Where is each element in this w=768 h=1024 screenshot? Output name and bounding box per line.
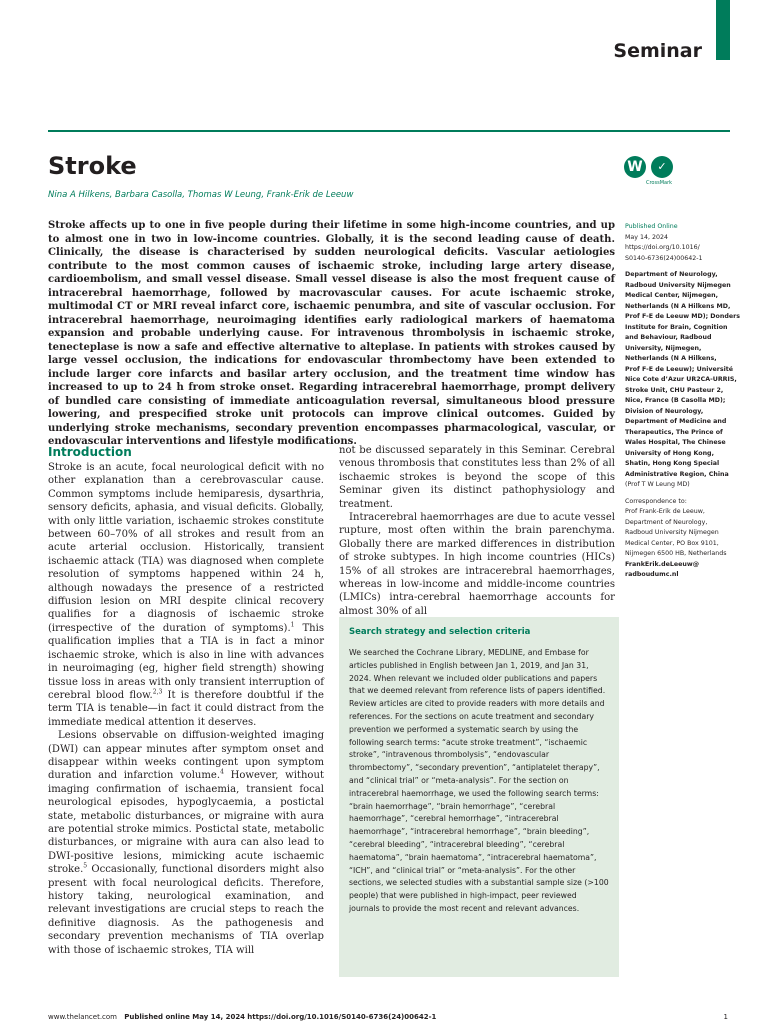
affiliation-line: Wales Hospital, The Chinese xyxy=(625,439,726,446)
footer-published: Published online May 14, 2024 xyxy=(124,1013,246,1021)
affiliation-line: Prof F-E de Leeuw MD); Donders xyxy=(625,313,740,320)
search-strategy-panel xyxy=(339,617,619,977)
panel-text: We searched the Cochrane Library, MEDLINE, and Embase for articles published in English between Jan 1, 2019, and Jan 31, 2024. When relevant we included older publications and papers that we deemed relevant from reference lists of papers identified. Review articles are cited to provide readers with more details and references. For the sections on acute treatment and secondary prevention we performed a systematic search by using the following search terms: “acute stroke treatment”, “ischaemic stroke”, “intravenous thrombolysis”, “endovascular thrombectomy”, “secondary prevention”, “antiplatelet therapy”, and “clinical trial” or “meta-analysis”. For the section on intracerebral haemorrhage, we used the following search terms: “brain haemorrhage”, “brain hemorrhage”, “cerebral haemorrhage”, “cerebral hemorrhage”, “intracerebral haemorrhage”, “intracerebral hemorrhage”, “brain bleeding”, “cerebral bleeding”, “intracerebral bleeding”, “cerebral haematoma”, “brain haematoma”, “intracerebral haematoma”, “ICH”, and “clinical trial” or “meta-analysis”. For the other sections, we selected studies with a substantial sample size (>100 people) that were published in high-impact, peer reviewed journals to provide the most recent and relevant advances. xyxy=(349,648,609,913)
correspondence-line: FrankErik.deLeeuw@ xyxy=(625,560,699,568)
doi-link[interactable]: https://doi.org/10.1016/ xyxy=(625,244,700,251)
panel-title: Search strategy and selection criteria xyxy=(349,627,531,637)
correspondence xyxy=(625,497,740,581)
correspondence-line: Nijmegen 6500 HB, Netherlands xyxy=(625,550,727,557)
affiliation-line: Institute for Brain, Cognition xyxy=(625,323,728,331)
affiliation-line: Radboud University Nijmegen xyxy=(625,281,731,289)
body-paragraph: Lesions observable on diffusion-weighted imaging (DWI) can appear minutes after symptom onset and disappear within weeks contingent upon symptom duration and infarction volume.$^4$ However, without imaging confirmation of ischaemia, transient focal neurological episodes, hypoglycaemia, a postictal state, metabolic disturbances, or migraine with aura are potential stroke mimics. Postictal state, metabolic disturbances, or migraine with aura can also lead to DWI-positive lesions, mimicking acute ischaemic stroke.$^5$ Occasionally, functional disorders might also present with focal neurological deficits. Therefore, history taking, neurological examination, and relevant investigations are crucial steps to reach the definitive diagnosis. As the pathogenesis and secondary prevention mechanisms of TIA overlap with those of ischaemic strokes, TIA will xyxy=(48,730,324,956)
affiliation-line: Administrative Region, China xyxy=(625,470,729,478)
affiliation-line: University, Nijmegen, xyxy=(625,344,702,352)
lancet-w-icon[interactable]: W xyxy=(624,156,646,178)
affiliation-line: Stroke Unit, CHU Pasteur 2, xyxy=(625,386,724,394)
citation-ref[interactable]: 5 xyxy=(83,862,88,870)
article-title: Stroke xyxy=(48,152,137,180)
journal-url[interactable]: www.thelancet.com xyxy=(48,1013,117,1021)
body-paragraph: Intracerebral haemorrhages are due to acute vessel rupture, most often within the brain parenchyma. Globally there are marked differences in distribution of stroke subtypes. In high income countries (HICs) 15% of all strokes are intracerebral haemorrhages, whereas in low-income and middle-income countries (LMICs) intra-cerebral haemorrhage accounts for almost 30% of all xyxy=(339,512,615,617)
affiliation-line: Netherlands (N A Hilkens MD, xyxy=(625,302,731,310)
correspondence-line: Department of Neurology, xyxy=(625,518,708,526)
article-badges xyxy=(624,156,676,188)
correspondence-line: Radboud University Nijmegen xyxy=(625,529,719,536)
affiliation-line: Division of Neurology, xyxy=(625,407,704,415)
author-list: Nina A Hilkens, Barbara Casolla, Thomas W Leung, Frank-Erik de Leeuw xyxy=(48,190,354,200)
affiliation-line: Nice, France (B Casolla MD); xyxy=(625,397,726,404)
body-column-right xyxy=(339,444,615,618)
correspondence-line: Medical Center, PO Box 9101, xyxy=(625,539,719,547)
introduction-heading: Introduction xyxy=(48,445,132,459)
published-date: May 14, 2024 xyxy=(625,233,669,241)
abstract: Stroke affects up to one in five people during their lifetime in some high-income countries, and up to almost one in two in low-income countries. Globally, it is the second leading cause of death. Clinically, the disease is characterised by sudden neurological deficits. Vascular aetiologies contribute to the most common causes of ischaemic stroke, including large artery disease, cardioembolism, and small vessel disease. Small vessel disease is also the most frequent cause of intracerebral haemorrhage, followed by macrovascular causes. For acute ischaemic stroke, multimodal CT or MRI reveal infarct core, ischaemic penumbra, and site of vascular occlusion. For intracerebral haemorrhage, neuroimaging identifies early radiological markers of haematoma expansion and probable underlying cause. For intravenous thrombolysis in ischaemic stroke, tenecteplase is now a safe and effective alternative to alteplase. In patients with strokes caused by large vessel occlusion, the indications for endovascular thrombectomy have been extended to include larger core infarcts and basilar artery occlusion, and the treatment time window has increased to up to 24 h from stroke onset. Regarding intracerebral haemorrhage, prompt delivery of bundled care consisting of immediate anticoagulation reversal, simultaneous blood pressure lowering, and prespecified stroke unit protocols can improve clinical outcomes. Guided by underlying stroke mechanisms, secondary prevention encompasses pharmacological, vascular, or endovascular interventions and lifestyle modifications. xyxy=(48,220,615,447)
published-label: Published Online xyxy=(625,223,678,230)
affiliation-line: Department of Medicine and xyxy=(625,418,727,425)
affiliation-line: Medical Center, Nijmegen, xyxy=(625,292,719,299)
journal-color-tab xyxy=(716,0,730,60)
crossmark-icon[interactable]: ✓ xyxy=(651,156,673,178)
affiliation-line: Netherlands (N A Hilkens, xyxy=(625,355,717,362)
publication-info xyxy=(625,222,740,264)
affiliation-line: Therapeutics, The Prince of xyxy=(625,428,723,436)
correspondence-line: radboudumc.nl xyxy=(625,571,679,578)
correspondence-line: Correspondence to: xyxy=(625,497,687,505)
section-label: Seminar xyxy=(613,40,702,62)
page-footer xyxy=(48,1013,436,1021)
citation-ref[interactable]: 4 xyxy=(220,769,224,776)
crossmark-label: CrossMark xyxy=(646,180,673,186)
affiliation-line: University of Hong Kong, xyxy=(625,449,714,457)
affiliation-line: Prof F-E de Leeuw); Université xyxy=(625,365,734,373)
body-column-left xyxy=(48,444,324,957)
affiliation-line: and Behaviour, Radboud xyxy=(625,334,712,341)
affiliation-line: (Prof T W Leung MD) xyxy=(625,481,690,488)
article-sidebar xyxy=(625,222,740,587)
affiliations xyxy=(625,270,740,491)
page-number: 1 xyxy=(723,1013,728,1021)
correspondence-line: Prof Frank-Erik de Leeuw, xyxy=(625,508,705,515)
header-rule xyxy=(48,130,730,132)
footer-doi[interactable]: https://doi.org/10.1016/S0140-6736(24)00642-1 xyxy=(247,1013,437,1021)
citation-ref[interactable]: 1 xyxy=(290,621,295,629)
body-paragraph: Stroke is an acute, focal neurological deficit with no other explanation than a cerebrovascular cause. Common symptoms include hemiparesis, dysarthria, sensory deficits, aphasia, and visual deficits. Globally, with only little variation, ischaemic strokes constitute between 60–70% of all strokes and result from an acute arterial occlusion. Historically, transient ischaemic attack (TIA) was diagnosed when complete resolution of symptoms happened within 24 h, although nowadays the presence of a restricted diffusion lesion on MRI despite clinical recovery qualifies for a diagnosis of ischaemic stroke (irrespective of the duration of symptoms).$^1$ This qualification implies that a TIA is in fact a minor ischaemic stroke, which is also in line with advances in neuroimaging (eg, higher field strength) showing tissue loss in areas with only transient interruption of cerebral blood flow.$^{2,3}$ It is therefore doubtful if the term TIA is tenable—in fact it could distract from the immediate medical attention it deserves. xyxy=(48,462,324,728)
affiliation-line: Shatin, Hong Kong Special xyxy=(625,460,720,467)
affiliation-line: Department of Neurology, xyxy=(625,271,718,278)
doi-link[interactable]: S0140-6736(24)00642-1 xyxy=(625,254,703,262)
citation-ref[interactable]: 2,3 xyxy=(152,688,163,696)
affiliation-line: Nice Cote d’Azur UR2CA-URRIS, xyxy=(625,376,737,383)
body-paragraph: not be discussed separately in this Seminar. Cerebral venous thrombosis that constitutes less than 2% of all ischaemic strokes is beyond the scope of this Seminar given its distinct pathophysiology and treatment. xyxy=(339,445,615,510)
